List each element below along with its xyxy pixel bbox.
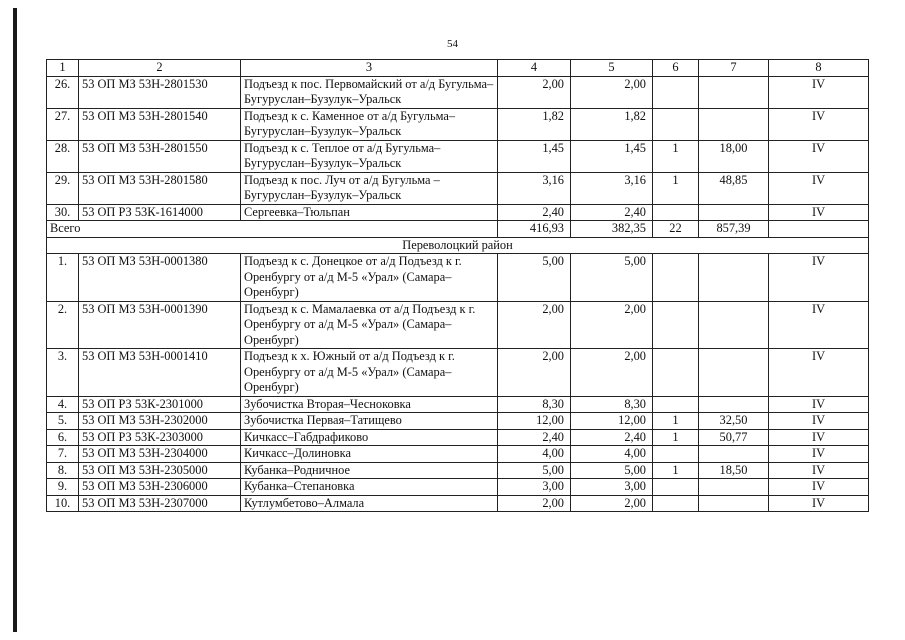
road-id-cell: 53 ОП РЗ 53К-1614000 bbox=[79, 204, 241, 221]
road-name-cell: Кичкасс–Габдрафиково bbox=[241, 429, 498, 446]
table-row bbox=[47, 76, 869, 108]
bridge-length-cell bbox=[699, 446, 769, 463]
category-cell: IV bbox=[769, 204, 869, 221]
length-paved-cell: 1,45 bbox=[571, 140, 653, 172]
bridge-length-cell bbox=[699, 301, 769, 349]
table-row bbox=[47, 108, 869, 140]
bridge-length-cell bbox=[699, 479, 769, 496]
road-id-cell: 53 ОП РЗ 53К-2303000 bbox=[79, 429, 241, 446]
length-paved-cell: 2,00 bbox=[571, 76, 653, 108]
road-name-cell: Зубочистка Первая–Татищево bbox=[241, 413, 498, 430]
header-cell: 3 bbox=[241, 60, 498, 77]
header-cell: 4 bbox=[498, 60, 571, 77]
roads-table bbox=[46, 59, 869, 512]
length-total-cell: 2,00 bbox=[498, 76, 571, 108]
row-number-cell: 10. bbox=[47, 495, 79, 512]
length-total-cell: 1,45 bbox=[498, 140, 571, 172]
road-id-cell: 53 ОП МЗ 53Н-2307000 bbox=[79, 495, 241, 512]
table-body bbox=[47, 60, 869, 512]
bridge-length-cell bbox=[699, 254, 769, 302]
bridge-count-cell bbox=[653, 446, 699, 463]
header-cell: 6 bbox=[653, 60, 699, 77]
bridge-length-cell bbox=[699, 495, 769, 512]
category-cell: IV bbox=[769, 108, 869, 140]
bridge-length-cell bbox=[699, 349, 769, 397]
length-total-cell: 3,00 bbox=[498, 479, 571, 496]
bridge-count-cell: 1 bbox=[653, 429, 699, 446]
header-cell: 1 bbox=[47, 60, 79, 77]
page-number: 54 bbox=[447, 38, 458, 50]
table-row bbox=[47, 413, 869, 430]
row-number-cell: 3. bbox=[47, 349, 79, 397]
bridge-count-cell bbox=[653, 301, 699, 349]
table-row bbox=[47, 204, 869, 221]
road-id-cell: 53 ОП МЗ 53Н-2306000 bbox=[79, 479, 241, 496]
bridge-count-cell bbox=[653, 495, 699, 512]
category-cell: IV bbox=[769, 254, 869, 302]
header-cell: 7 bbox=[699, 60, 769, 77]
bridge-length-cell: 18,50 bbox=[699, 462, 769, 479]
length-paved-cell: 3,16 bbox=[571, 172, 653, 204]
road-id-cell: 53 ОП МЗ 53Н-2801540 bbox=[79, 108, 241, 140]
row-number-cell: 6. bbox=[47, 429, 79, 446]
header-cell: 2 bbox=[79, 60, 241, 77]
total-bridge-count-cell: 22 bbox=[653, 221, 699, 238]
road-id-cell: 53 ОП МЗ 53Н-0001410 bbox=[79, 349, 241, 397]
road-name-cell: Кутлумбетово–Алмала bbox=[241, 495, 498, 512]
category-cell: IV bbox=[769, 446, 869, 463]
bridge-length-cell bbox=[699, 204, 769, 221]
length-total-cell: 4,00 bbox=[498, 446, 571, 463]
length-total-cell: 3,16 bbox=[498, 172, 571, 204]
length-paved-cell: 4,00 bbox=[571, 446, 653, 463]
road-name-cell: Зубочистка Вторая–Чесноковка bbox=[241, 396, 498, 413]
length-paved-cell: 2,00 bbox=[571, 349, 653, 397]
bridge-length-cell: 32,50 bbox=[699, 413, 769, 430]
length-paved-cell: 5,00 bbox=[571, 462, 653, 479]
bridge-length-cell: 18,00 bbox=[699, 140, 769, 172]
bridge-count-cell: 1 bbox=[653, 462, 699, 479]
length-paved-cell: 2,00 bbox=[571, 301, 653, 349]
row-number-cell: 2. bbox=[47, 301, 79, 349]
table-row bbox=[47, 446, 869, 463]
length-total-cell: 2,00 bbox=[498, 495, 571, 512]
road-id-cell: 53 ОП МЗ 53Н-2801530 bbox=[79, 76, 241, 108]
road-id-cell: 53 ОП МЗ 53Н-0001390 bbox=[79, 301, 241, 349]
bridge-count-cell bbox=[653, 254, 699, 302]
road-id-cell: 53 ОП МЗ 53Н-2801580 bbox=[79, 172, 241, 204]
row-number-cell: 28. bbox=[47, 140, 79, 172]
length-paved-cell: 3,00 bbox=[571, 479, 653, 496]
road-id-cell: 53 ОП МЗ 53Н-0001380 bbox=[79, 254, 241, 302]
row-number-cell: 27. bbox=[47, 108, 79, 140]
total-length-cell: 416,93 bbox=[498, 221, 571, 238]
table-row bbox=[47, 479, 869, 496]
section-row bbox=[47, 237, 869, 254]
road-name-cell: Подъезд к х. Южный от а/д Подъезд к г. Оренбургу от а/д М-5 «Урал» (Самара–Оренбург) bbox=[241, 349, 498, 397]
road-name-cell: Подъезд к с. Мамалаевка от а/д Подъезд к г. Оренбургу от а/д М-5 «Урал» (Самара–Оренбург) bbox=[241, 301, 498, 349]
row-number-cell: 29. bbox=[47, 172, 79, 204]
length-paved-cell: 8,30 bbox=[571, 396, 653, 413]
bridge-count-cell bbox=[653, 349, 699, 397]
bridge-count-cell bbox=[653, 479, 699, 496]
table-row bbox=[47, 349, 869, 397]
table-row bbox=[47, 140, 869, 172]
bridge-count-cell bbox=[653, 108, 699, 140]
row-number-cell: 4. bbox=[47, 396, 79, 413]
total-bridge-length-cell: 857,39 bbox=[699, 221, 769, 238]
row-number-cell: 5. bbox=[47, 413, 79, 430]
road-name-cell: Подъезд к с. Донецкое от а/д Подъезд к г. Оренбургу от а/д М-5 «Урал» (Самара–Оренбург) bbox=[241, 254, 498, 302]
category-cell: IV bbox=[769, 495, 869, 512]
length-paved-cell: 12,00 bbox=[571, 413, 653, 430]
category-cell: IV bbox=[769, 396, 869, 413]
header-cell: 5 bbox=[571, 60, 653, 77]
table-row bbox=[47, 396, 869, 413]
length-paved-cell: 1,82 bbox=[571, 108, 653, 140]
row-number-cell: 8. bbox=[47, 462, 79, 479]
category-cell: IV bbox=[769, 301, 869, 349]
length-paved-cell: 2,40 bbox=[571, 429, 653, 446]
length-total-cell: 5,00 bbox=[498, 254, 571, 302]
bridge-count-cell: 1 bbox=[653, 413, 699, 430]
total-row bbox=[47, 221, 869, 238]
road-id-cell: 53 ОП РЗ 53К-2301000 bbox=[79, 396, 241, 413]
category-cell: IV bbox=[769, 479, 869, 496]
category-cell: IV bbox=[769, 413, 869, 430]
row-number-cell: 9. bbox=[47, 479, 79, 496]
length-total-cell: 12,00 bbox=[498, 413, 571, 430]
header-row bbox=[47, 60, 869, 77]
total-paved-cell: 382,35 bbox=[571, 221, 653, 238]
road-name-cell: Сергеевка–Тюльпан bbox=[241, 204, 498, 221]
road-name-cell: Подъезд к с. Каменное от а/д Бугульма–Бугуруслан–Бузулук–Уральск bbox=[241, 108, 498, 140]
length-total-cell: 2,40 bbox=[498, 204, 571, 221]
section-title-cell: Переволоцкий район bbox=[47, 237, 869, 254]
bridge-count-cell: 1 bbox=[653, 140, 699, 172]
row-number-cell: 1. bbox=[47, 254, 79, 302]
length-total-cell: 2,00 bbox=[498, 349, 571, 397]
length-total-cell: 5,00 bbox=[498, 462, 571, 479]
road-name-cell: Подъезд к с. Теплое от а/д Бугульма–Бугуруслан–Бузулук–Уральск bbox=[241, 140, 498, 172]
road-id-cell: 53 ОП МЗ 53Н-2801550 bbox=[79, 140, 241, 172]
road-name-cell: Кубанка–Родничное bbox=[241, 462, 498, 479]
bridge-length-cell bbox=[699, 396, 769, 413]
road-name-cell: Подъезд к пос. Первомайский от а/д Бугульма–Бугуруслан–Бузулук–Уральск bbox=[241, 76, 498, 108]
bridge-count-cell bbox=[653, 204, 699, 221]
length-paved-cell: 5,00 bbox=[571, 254, 653, 302]
row-number-cell: 26. bbox=[47, 76, 79, 108]
row-number-cell: 30. bbox=[47, 204, 79, 221]
length-total-cell: 1,82 bbox=[498, 108, 571, 140]
category-cell: IV bbox=[769, 140, 869, 172]
total-category-cell bbox=[769, 221, 869, 238]
table-row bbox=[47, 254, 869, 302]
bridge-length-cell: 48,85 bbox=[699, 172, 769, 204]
category-cell: IV bbox=[769, 429, 869, 446]
header-cell: 8 bbox=[769, 60, 869, 77]
length-total-cell: 2,00 bbox=[498, 301, 571, 349]
row-number-cell: 7. bbox=[47, 446, 79, 463]
length-paved-cell: 2,00 bbox=[571, 495, 653, 512]
table-row bbox=[47, 462, 869, 479]
bridge-length-cell bbox=[699, 76, 769, 108]
length-total-cell: 8,30 bbox=[498, 396, 571, 413]
length-total-cell: 2,40 bbox=[498, 429, 571, 446]
page-edge-bar bbox=[13, 8, 17, 632]
length-paved-cell: 2,40 bbox=[571, 204, 653, 221]
table-row bbox=[47, 429, 869, 446]
road-id-cell: 53 ОП МЗ 53Н-2305000 bbox=[79, 462, 241, 479]
bridge-count-cell bbox=[653, 396, 699, 413]
road-name-cell: Подъезд к пос. Луч от а/д Бугульма – Бугуруслан–Бузулук–Уральск bbox=[241, 172, 498, 204]
road-name-cell: Кубанка–Степановка bbox=[241, 479, 498, 496]
table-row bbox=[47, 172, 869, 204]
category-cell: IV bbox=[769, 349, 869, 397]
road-name-cell: Кичкасс–Долиновка bbox=[241, 446, 498, 463]
category-cell: IV bbox=[769, 462, 869, 479]
road-id-cell: 53 ОП МЗ 53Н-2304000 bbox=[79, 446, 241, 463]
bridge-length-cell bbox=[699, 108, 769, 140]
bridge-length-cell: 50,77 bbox=[699, 429, 769, 446]
bridge-count-cell: 1 bbox=[653, 172, 699, 204]
road-id-cell: 53 ОП МЗ 53Н-2302000 bbox=[79, 413, 241, 430]
table-row bbox=[47, 495, 869, 512]
bridge-count-cell bbox=[653, 76, 699, 108]
category-cell: IV bbox=[769, 76, 869, 108]
table-row bbox=[47, 301, 869, 349]
total-label-cell: Всего bbox=[47, 221, 498, 238]
category-cell: IV bbox=[769, 172, 869, 204]
